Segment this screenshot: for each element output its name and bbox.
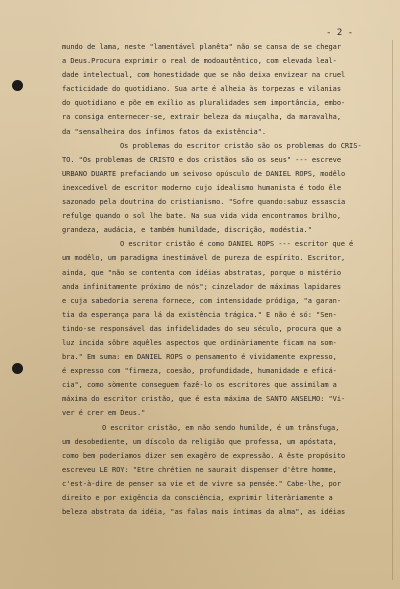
text-line: inexcedível de escritor moderno cujo idealismo humanista é todo êle — [62, 183, 342, 192]
text-line: ra consiga enternecer-se, extrair beleza da miuçalha, da maravalha, — [62, 113, 342, 122]
text-line: O escritor cristão é como DANIEL ROPS --- escritor que é — [120, 240, 354, 249]
text-line: da "sensalheira dos ínfimos fatos da existência". — [62, 127, 267, 136]
text-line: facticidade do quotidiano. Sua arte é alheia às torpezas e vilanias — [62, 85, 342, 94]
typewritten-body — [62, 40, 394, 519]
text-line: bra." Em suma: em DANIEL ROPS o pensamento é vividamente expresso, — [62, 353, 337, 362]
text-line: escreveu LE ROY: "Etre chrétien ne saurait dispenser d'être homme, — [62, 465, 337, 474]
text-line: O escritor cristão, em não sendo humilde, é um trânsfuga, — [102, 423, 340, 432]
text-line: e cuja sabedoria serena fornece, com intensidade pródiga, "a garan- — [62, 296, 342, 305]
binder-hole-top — [12, 80, 23, 91]
text-line: do quotidiano e põe em exílio as pluralidades sem importância, embo- — [62, 99, 346, 108]
text-line: URBANO DUARTE prefaciando um seivoso opúsculo de DANIEL ROPS, modêlo — [62, 169, 346, 178]
text-line: mundo de lama, neste "lamentável planêta" não se cansa de se chegar — [62, 43, 342, 51]
text-line: máxima do escritor cristão, que é esta máxima de SANTO ANSELMO: "Vi- — [62, 395, 346, 404]
text-line: ver é crer em Deus." — [62, 409, 146, 418]
text-line: Os problemas do escritor cristão são os problemas do CRIS- — [120, 141, 362, 150]
text-line: sazonado pela doutrina do cristianismo. "Sofre quando:sabuz essascia — [62, 198, 346, 207]
text-line: TO. "Os problemas de CRISTO e dos cristãos são os seus" --- escreve — [62, 155, 342, 164]
text-line: luz incida sôbre aquêles aspectos que ordinàriamente ficam na som- — [62, 338, 337, 347]
text-line: como bem poderíamos dizer sem exagêro de expressão. A êste propósito — [62, 451, 346, 460]
text-line: direito e por exigência da consciência, exprimir literàriamente a — [62, 494, 333, 502]
text-line: anda infinitamente próximo de nós"; cinzelador de máximas lapidares — [62, 282, 342, 291]
page-number: - 2 - — [326, 28, 354, 38]
text-line: dade intelectual, com honestidade que se não deixa envizear na cruel — [62, 71, 346, 80]
text-line: cia", como sòmente conseguem fazê-lo os escritores que assimilam a — [62, 381, 337, 390]
text-line: tindo-se responsável das infidelidades do seu século, procura que a — [62, 324, 342, 333]
text-line: c'est-à-dire de penser sa vie et de vivre sa pensée." Cabe-lhe, por — [62, 479, 342, 488]
text-line: um modêlo, um paradigma inestimável de pureza de espírito. Escritor, — [62, 254, 346, 263]
text-line: é expresso com "firmeza, coesão, profundidade, humanidade e eficá- — [62, 367, 337, 376]
text-line: a Deus.Procura exprimir o real de modoautêntico, com elevada leal- — [62, 57, 337, 66]
text-line: refulge quando o sol lhe bate. Na sua vida vida encontramos brilho, — [62, 212, 342, 221]
text-line: um desobediente, um díscolo da religião que professa, um apóstata, — [62, 437, 337, 446]
binder-hole-bottom — [12, 363, 23, 374]
text-line: tia da esperança para lá da existência trágica." E não é só: "Sen- — [62, 310, 337, 319]
text-line: beleza abstrata da idéia, "as falas mais íntimas da alma", as idéias — [62, 508, 346, 517]
text-line: grandeza, audácia, e também humildade, discrição, modéstia." — [62, 226, 312, 235]
text-line: ainda, que "não se contenta com idéias abstratas, porque o mistério — [62, 268, 342, 277]
